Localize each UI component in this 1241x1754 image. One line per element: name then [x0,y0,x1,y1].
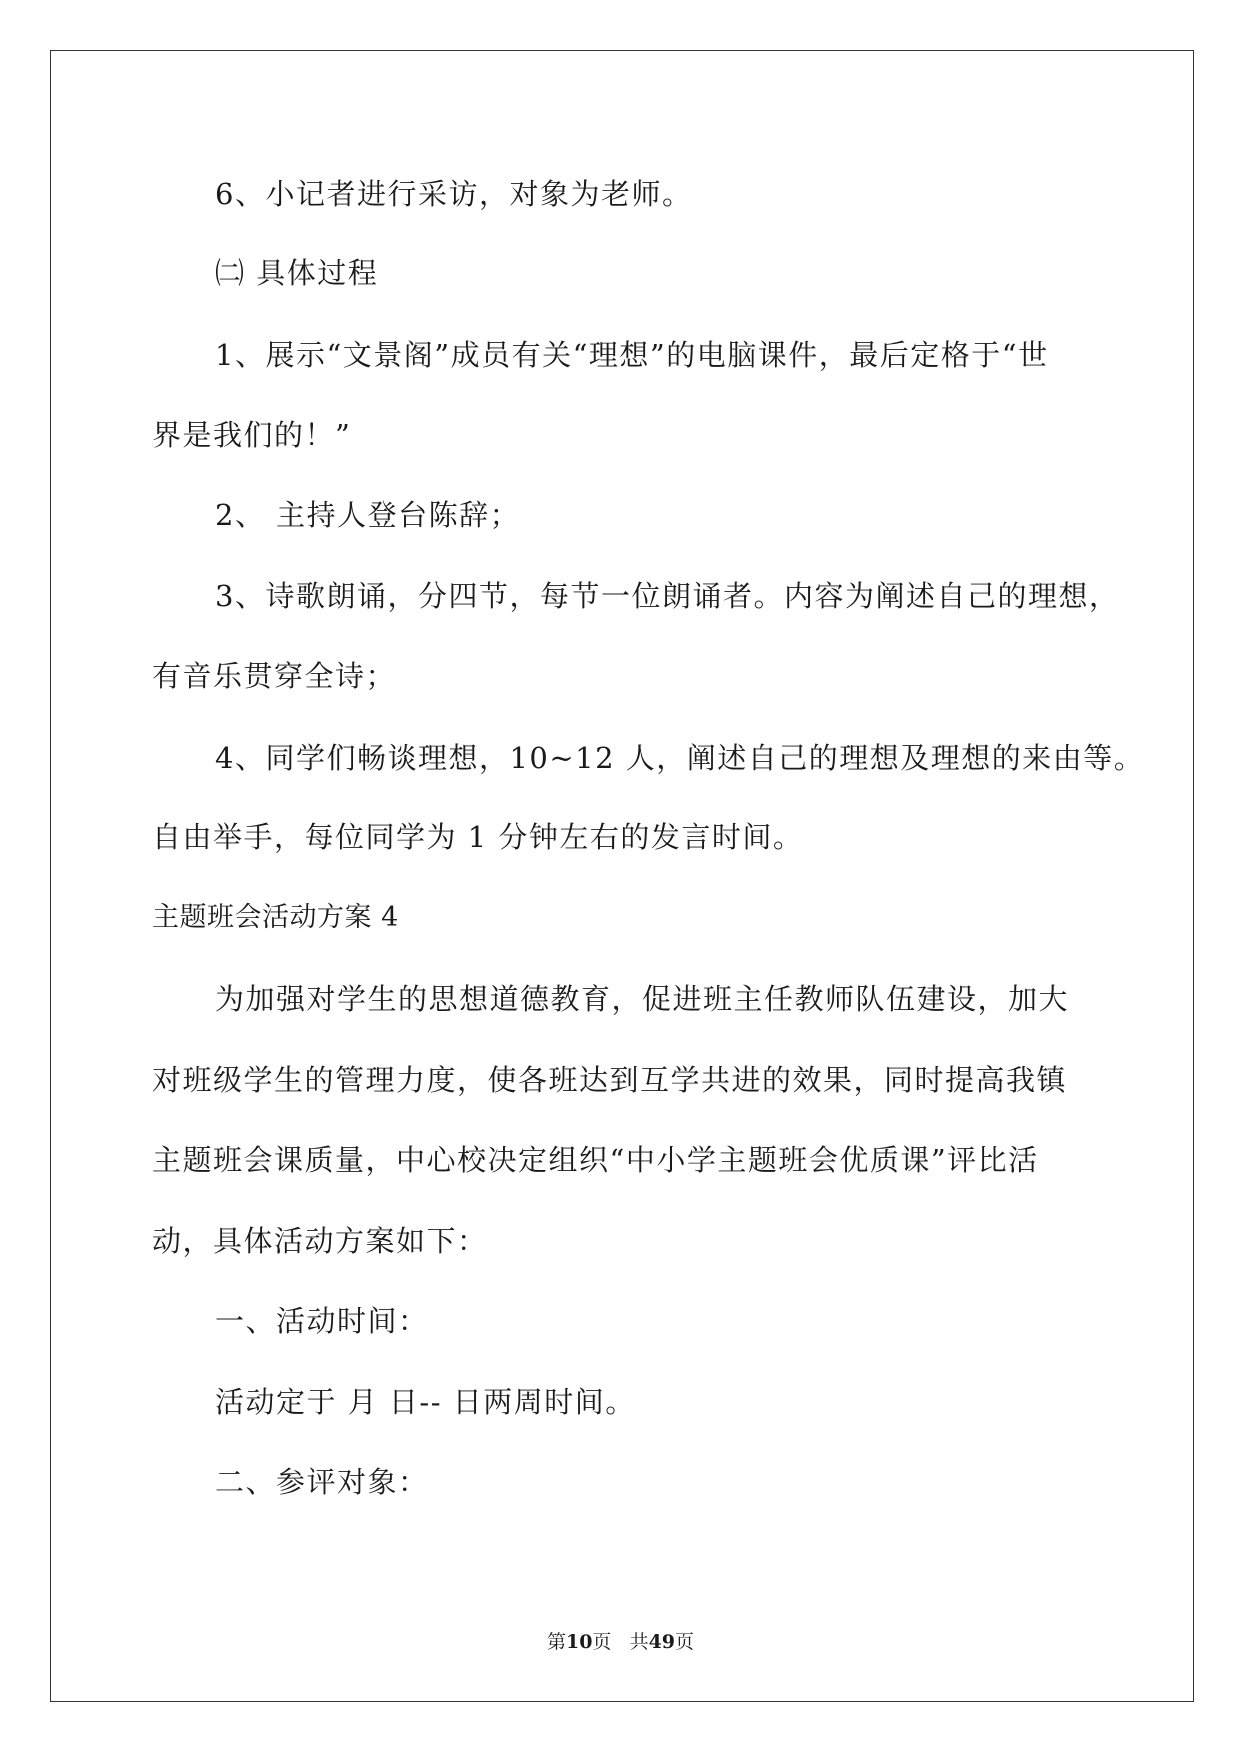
text-line-14: 动，具体活动方案如下： [152,1224,488,1258]
page-footer [0,1630,1241,1654]
text-line-17: 二、参评对象： [215,1465,429,1499]
footer-total-prefix: 共 [629,1631,649,1653]
footer-page-suffix: 页 [592,1631,612,1653]
text-line-12: 对班级学生的管理力度，使各班达到互学共进的效果，同时提高我镇 [152,1063,1068,1097]
text-line-1: 6、小记者进行采访，对象为老师。 [215,177,693,211]
footer-page-prefix: 第 [546,1631,566,1653]
section-heading: 主题班会活动方案 4 [152,902,399,933]
text-line-11: 为加强对学生的思想道德教育，促进班主任教师队伍建设，加大 [215,982,1070,1016]
text-line-8: 4、同学们畅谈理想，10~12 人，阐述自己的理想及理想的来由等。 [215,741,1145,775]
text-line-3: 1、展示“文景阁”成员有关“理想”的电脑课件，最后定格于“世 [215,338,1049,372]
text-line-2: ㈡ 具体过程 [215,256,379,290]
footer-page-number: 10 [565,1631,593,1653]
text-line-6: 3、诗歌朗诵，分四节，每节一位朗诵者。内容为阐述自己的理想， [215,579,1120,613]
text-line-4: 界是我们的！” [152,418,352,452]
text-line-7: 有音乐贯穿全诗； [152,659,397,693]
page-frame [50,50,1194,1702]
text-line-5: 2、 主持人登台陈辞； [215,498,521,532]
text-line-13: 主题班会课质量，中心校决定组织“中小学主题班会优质课”评比活 [152,1143,1039,1177]
text-line-16: 活动定于 月 日-- 日两周时间。 [215,1385,636,1419]
footer-total-suffix: 页 [675,1631,695,1653]
text-line-9: 自由举手，每位同学为 1 分钟左右的发言时间。 [152,820,804,854]
text-line-15: 一、活动时间： [215,1304,429,1338]
footer-total-pages: 49 [648,1631,676,1653]
